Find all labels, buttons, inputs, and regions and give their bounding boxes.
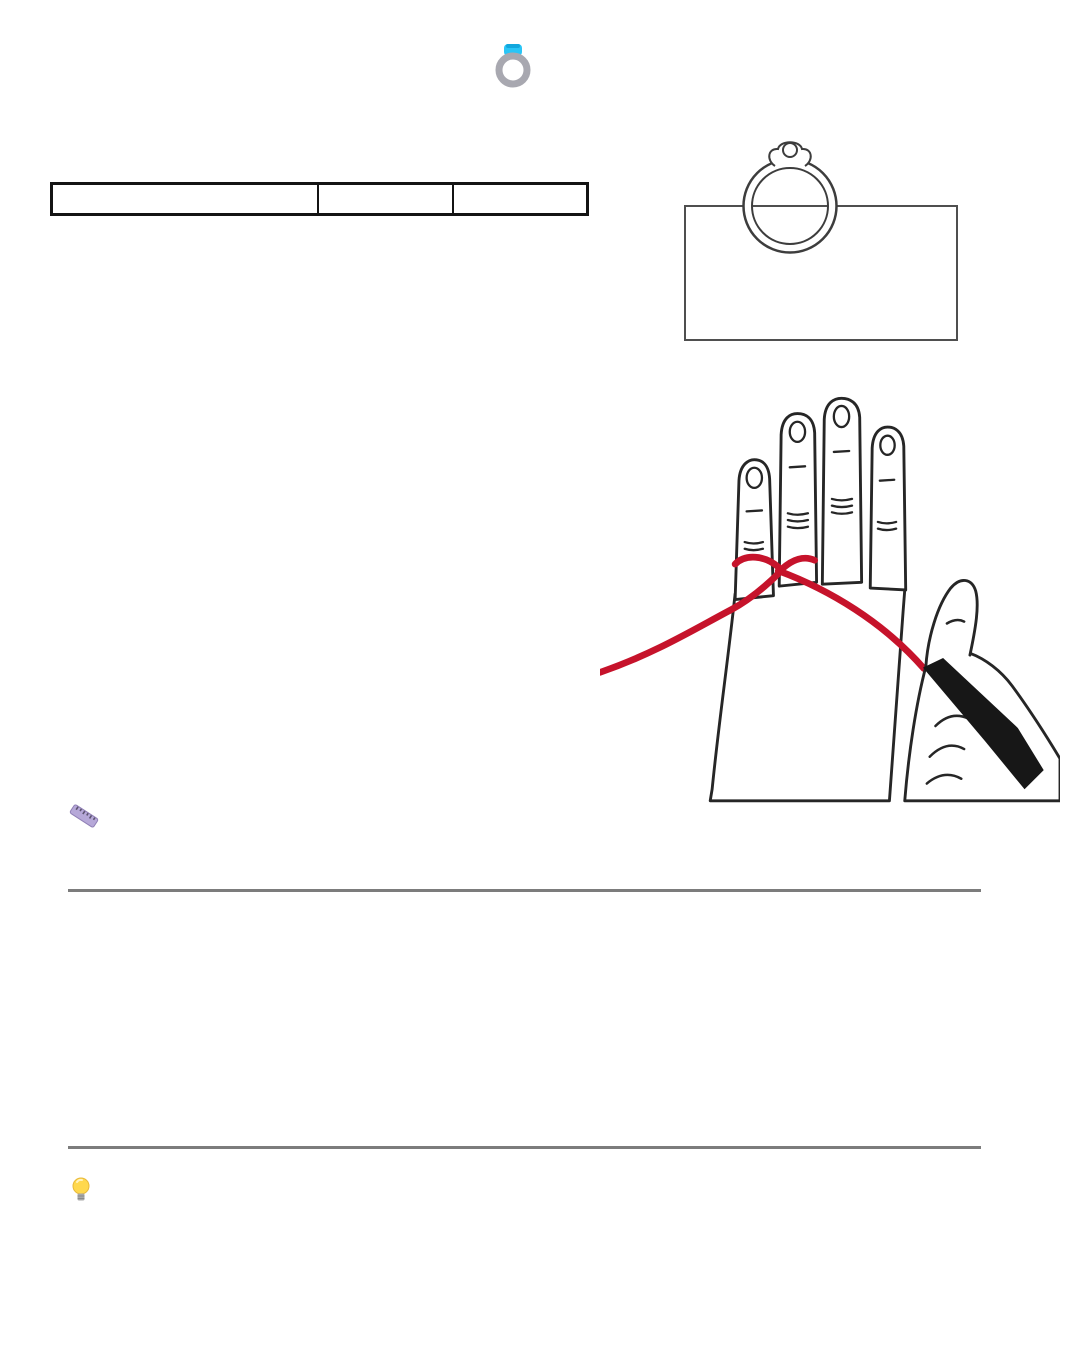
- page-header: [0, 42, 1040, 93]
- ruler-icon: [68, 800, 100, 837]
- col-header-diameter: [318, 184, 453, 215]
- methods-section-header: [68, 800, 112, 837]
- divider: [68, 1146, 981, 1149]
- table-header-row: [52, 184, 588, 215]
- hand-string-measure-illustration: [600, 368, 1060, 815]
- ring-icon: [492, 42, 534, 93]
- divider: [68, 889, 981, 892]
- lightbulb-icon: [70, 1176, 92, 1211]
- col-header-size: [52, 184, 318, 215]
- notes-section-header: [70, 1176, 104, 1211]
- ring-size-table: [50, 182, 589, 216]
- ring-on-ruler-illustration: [672, 122, 972, 365]
- col-header-circumference: [453, 184, 588, 215]
- ring-crown: [769, 142, 810, 166]
